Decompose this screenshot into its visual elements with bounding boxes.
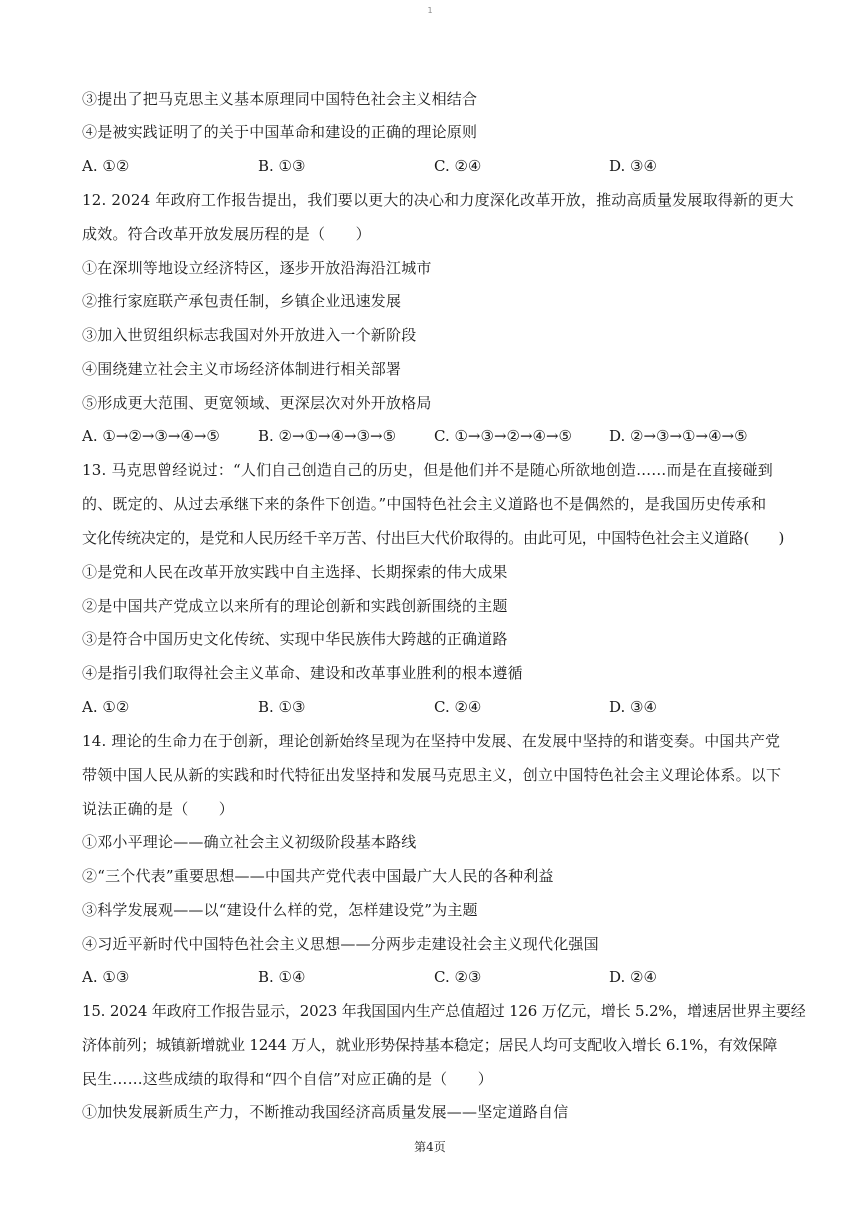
q11-option-d: D. ③④ xyxy=(609,157,657,175)
q14-stem-line-3: 说法正确的是（ ） xyxy=(82,800,235,818)
q12-option-d: D. ②→③→①→④→⑤ xyxy=(609,427,748,445)
q13-stem-line-1: 13. 马克思曾经说过：“人们自己创造自己的历史，但是他们并不是随心所欲地创造……而是在直接碰到 xyxy=(82,461,773,479)
q14-option-c: C. ②③ xyxy=(434,968,482,986)
q14-statement-4: ④习近平新时代中国特色社会主义思想——分两步走建设社会主义现代化强国 xyxy=(82,935,599,953)
q13-statement-1: ①是党和人民在改革开放实践中自主选择、长期探索的伟大成果 xyxy=(82,563,508,581)
q11-statement-3: ③提出了把马克思主义基本原理同中国特色社会主义相结合 xyxy=(82,90,478,108)
q15-statement-1: ①加快发展新质生产力，不断推动我国经济高质量发展——坚定道路自信 xyxy=(82,1103,569,1121)
q13-option-a: A. ①② xyxy=(82,698,130,716)
q12-statement-5: ⑤形成更大范围、更宽领域、更深层次对外开放格局 xyxy=(82,394,432,412)
q12-option-b: B. ②→①→④→③→⑤ xyxy=(258,427,397,445)
q13-option-d: D. ③④ xyxy=(609,698,657,716)
q12-stem-line-1: 12. 2024 年政府工作报告提出，我们要以更大的决心和力度深化改革开放，推动高质量发展取得新的更大 xyxy=(82,191,794,209)
q14-statement-3: ③科学发展观——以“建设什么样的党，怎样建设党”为主题 xyxy=(82,901,478,919)
q13-stem-line-3: 文化传统决定的，是党和人民历经千辛万苦、付出巨大代价取得的。由此可见，中国特色社会主义道路( ) xyxy=(82,529,785,547)
q13-statement-2: ②是中国共产党成立以来所有的理论创新和实践创新围绕的主题 xyxy=(82,597,508,615)
page-number: 第4页 xyxy=(414,1140,446,1154)
q11-option-c: C. ②④ xyxy=(434,157,482,175)
q12-option-a: A. ①→②→③→④→⑤ xyxy=(82,427,220,445)
q15-stem-line-3: 民生……这些成绩的取得和“四个自信”对应正确的是（ ） xyxy=(82,1070,493,1088)
q11-option-a: A. ①② xyxy=(82,157,130,175)
q13-statement-4: ④是指引我们取得社会主义革命、建设和改革事业胜利的根本遵循 xyxy=(82,664,523,682)
q15-stem-line-1: 15. 2024 年政府工作报告显示，2023 年我国国内生产总值超过 126 万亿元，增长 5.2%，增速居世界主要经 xyxy=(82,1002,806,1020)
q14-stem-line-1: 14. 理论的生命力在于创新，理论创新始终呈现为在坚持中发展、在发展中坚持的和谐变奏。中国共产党 xyxy=(82,732,781,750)
q12-statement-2: ②推行家庭联产承包责任制，乡镇企业迅速发展 xyxy=(82,292,402,310)
q12-statement-3: ③加入世贸组织标志我国对外开放进入一个新阶段 xyxy=(82,326,417,344)
q11-option-b: B. ①③ xyxy=(258,157,306,175)
q14-option-a: A. ①③ xyxy=(82,968,130,986)
q14-option-b: B. ①④ xyxy=(258,968,306,986)
q14-stem-line-2: 带领中国人民从新的实践和时代特征出发坚持和发展马克思主义，创立中国特色社会主义理论体系。以下 xyxy=(82,766,782,784)
q15-stem-line-2: 济体前列；城镇新增就业 1244 万人，就业形势保持基本稳定；居民人均可支配收入增长 6.1%，有效保障 xyxy=(82,1036,778,1054)
q14-statement-1: ①邓小平理论——确立社会主义初级阶段基本路线 xyxy=(82,833,417,851)
q12-statement-4: ④围绕建立社会主义市场经济体制进行相关部署 xyxy=(82,360,402,378)
page-header-mark: 1 xyxy=(427,6,433,15)
q11-statement-4: ④是被实践证明了的关于中国革命和建设的正确的理论原则 xyxy=(82,123,478,141)
q12-stem-line-2: 成效。符合改革开放发展历程的是（ ） xyxy=(82,225,371,243)
q13-stem-line-2: 的、既定的、从过去承继下来的条件下创造。”中国特色社会主义道路也不是偶然的，是我国历史传承和 xyxy=(82,495,767,513)
q13-statement-3: ③是符合中国历史文化传统、实现中华民族伟大跨越的正确道路 xyxy=(82,630,508,648)
q14-statement-2: ②“三个代表”重要思想——中国共产党代表中国最广大人民的各种利益 xyxy=(82,867,554,885)
q13-option-b: B. ①③ xyxy=(258,698,306,716)
q12-statement-1: ①在深圳等地设立经济特区，逐步开放沿海沿江城市 xyxy=(82,259,432,277)
q14-option-d: D. ②④ xyxy=(609,968,657,986)
q12-option-c: C. ①→③→②→④→⑤ xyxy=(434,427,572,445)
q13-option-c: C. ②④ xyxy=(434,698,482,716)
